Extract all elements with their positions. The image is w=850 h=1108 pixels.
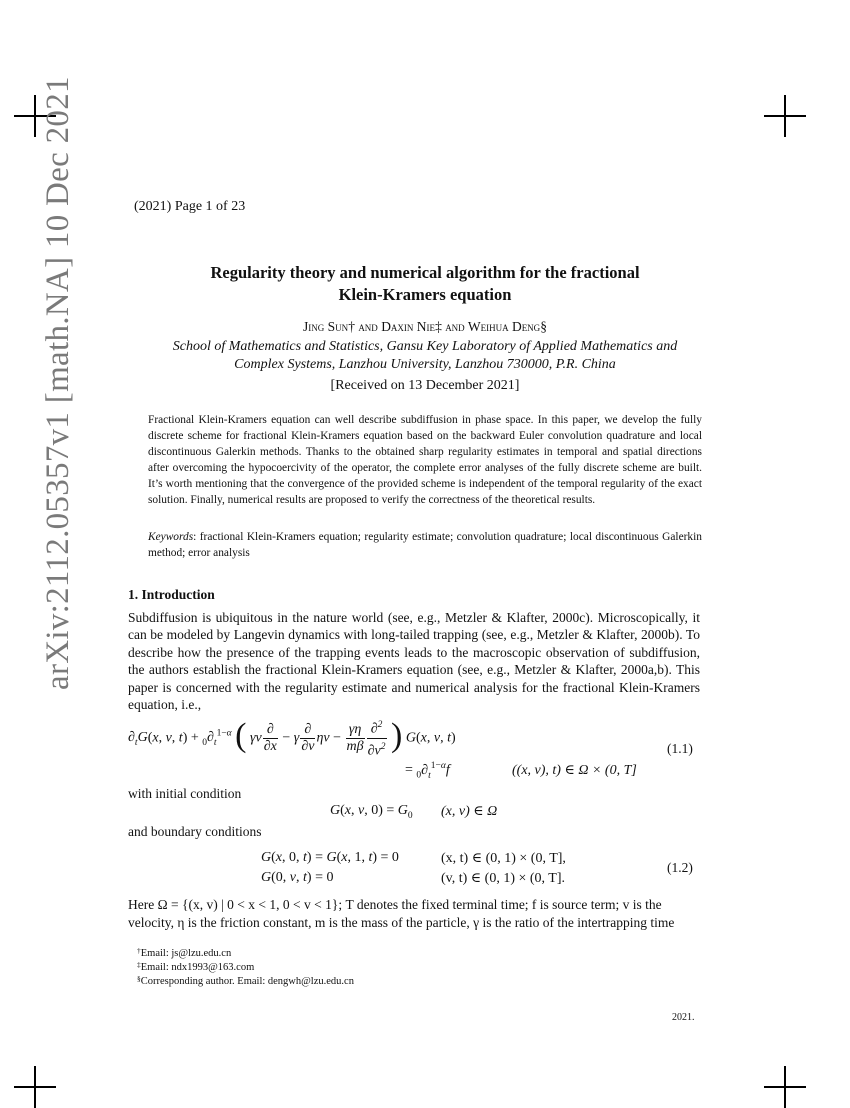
footnote-mark[interactable]: † bbox=[348, 319, 355, 334]
page-footer: 2021. bbox=[672, 1012, 695, 1023]
received-date: [Received on 13 December 2021] bbox=[330, 378, 520, 393]
boundary-condition-1-domain: (x, t) ∈ (0, 1) × (0, T], bbox=[441, 851, 566, 866]
author-name: Daxin Nie bbox=[381, 319, 436, 334]
initial-condition-intro: with initial condition bbox=[128, 786, 242, 801]
author-separator: and bbox=[441, 319, 468, 334]
keywords-label: Keywords bbox=[148, 531, 194, 543]
footnote-mark[interactable]: § bbox=[540, 319, 547, 334]
title-line-2: Klein-Kramers equation bbox=[338, 285, 512, 304]
equation-1-1-line-2: = $_0\partial_t^{1-\alpha}f$ bbox=[405, 761, 450, 781]
equation-1-1-domain: ((x, v), t) ∈ Ω × (0, T] bbox=[512, 763, 637, 778]
paper-title bbox=[128, 262, 722, 306]
arxiv-identifier-stamp[interactable]: arXiv:2112.05357v1 [math.NA] 10 Dec 2021 bbox=[40, 76, 76, 690]
running-head: (2021) Page 1 of 23 bbox=[134, 199, 246, 214]
crop-mark-bottom-right bbox=[764, 1066, 806, 1108]
keywords bbox=[148, 529, 702, 561]
body-text-line: Here Ω = {(x, v) | 0 < x < 1, 0 < v < 1}; T denotes the fixed terminal time; f is source term; v is the bbox=[128, 897, 662, 912]
section-heading-introduction: 1. Introduction bbox=[128, 587, 215, 602]
crop-mark-top-right bbox=[764, 95, 806, 137]
boundary-condition-1: G(x, 0, t) = G(x, 1, t) = 0 bbox=[261, 850, 399, 865]
equation-number-1-2: (1.2) bbox=[667, 860, 693, 875]
title-line-1: Regularity theory and numerical algorithm for the fractional bbox=[210, 263, 640, 282]
crop-mark-bottom-left bbox=[14, 1066, 56, 1108]
author-separator: and bbox=[354, 319, 382, 334]
author-name: Weihua Deng bbox=[467, 319, 541, 334]
equation-number-1-1: (1.1) bbox=[667, 741, 693, 756]
initial-condition-domain: (x, v) ∈ Ω bbox=[441, 804, 498, 819]
footnote: †Email: js@lzu.edu.cn bbox=[137, 946, 232, 959]
boundary-condition-intro: and boundary conditions bbox=[128, 824, 262, 839]
body-text-line: velocity, η is the friction constant, m is the mass of the particle, γ is the ratio of the intertrapping time bbox=[128, 915, 675, 930]
author-name: Jing Sun bbox=[303, 319, 349, 334]
boundary-condition-2-domain: (v, t) ∈ (0, 1) × (0, T]. bbox=[441, 871, 566, 886]
equation-1-1-line-1: $\partial_tG(x$, v, $t) + _0\partial_t^{1-\alpha}$ ( γv $\frac{\partial}{\partial x}$ − γ $\frac{\partial}{\partial v}$ ηv − $\frac{\gamma\eta}{m\beta}$ $\frac{\partial^2}{\partial v^2}$ ) G(x, v, t) bbox=[128, 717, 456, 759]
footnote-mark[interactable]: ‡ bbox=[435, 319, 442, 334]
introduction-paragraph: Subdiffusion is ubiquitous in the nature world (see, e.g., Metzler & Klafter, 2000c). Microscopically, it can be modeled by Langevin dynamics with long-tailed trapping (see, e.g., Metzler & Klafter, 2000b). To describe how the presence of the trapping events leads to the macroscopic observation of subdiffusion, the authors establish the fractional Klein-Kramers equation (see, e.g., Metzler & Klafter, 2000a,b). This paper is concerned with the regularity estimate and numerical analysis for the fractional Klein-Kramers equation, i.e., bbox=[128, 610, 700, 713]
boundary-condition-2: G(0, v, t) = 0 bbox=[261, 870, 334, 885]
initial-condition-equation: G(x, v, $0) = G_0$ bbox=[330, 803, 413, 821]
keywords-text: : fractional Klein-Kramers equation; regularity estimate; convolution quadrature; local discontinuous Galerkin method; error analysis bbox=[148, 531, 702, 559]
affiliation-line: Complex Systems, Lanzhou University, Lanzhou 730000, P.R. China bbox=[234, 357, 616, 372]
abstract: Fractional Klein-Kramers equation can well describe subdiffusion in phase space. In this paper, we develop the fully discrete scheme for fractional Klein-Kramers equation based on the backward Euler convolution quadrature and local discontinuous Galerkin methods. Thanks to the obtained sharp regularity estimates in temporal and spatial directions after overcoming the hypocoercivity of the operator, the complete error analyses of the fully discrete scheme are built. It’s worth mentioning that the convergence of the provided scheme is independent of the temporal regularity of the exact solution. Finally, numerical results are proposed to verify the correctness of the theoretical results. bbox=[148, 414, 702, 506]
affiliation-line: School of Mathematics and Statistics, Gansu Key Laboratory of Applied Mathematics and bbox=[172, 339, 678, 354]
author-list bbox=[128, 319, 722, 335]
footnote: ‡Email: ndx1993@163.com bbox=[137, 960, 255, 973]
affiliation bbox=[128, 338, 722, 374]
footnote: §Corresponding author. Email: dengwh@lzu.edu.cn bbox=[137, 974, 354, 987]
